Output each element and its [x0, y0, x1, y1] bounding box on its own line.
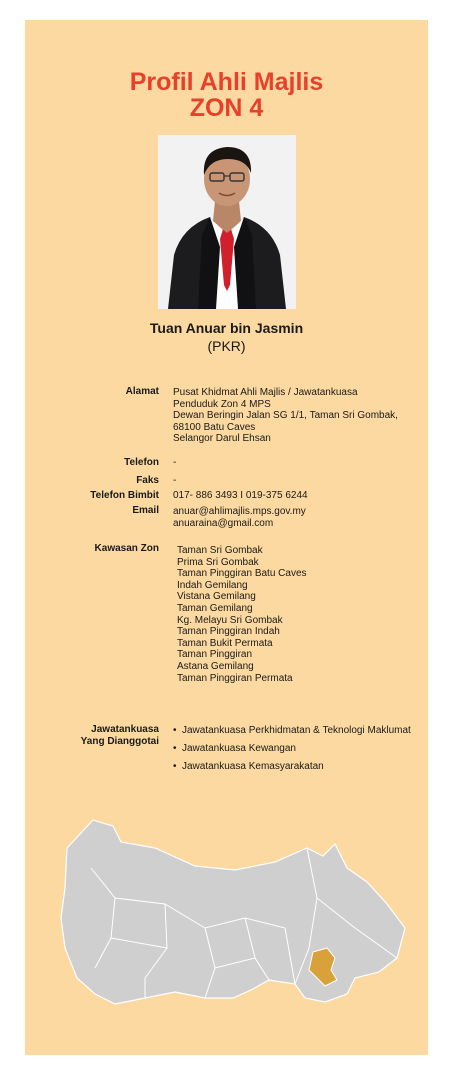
committee-item: • Jawatankuasa Kewangan	[173, 743, 296, 754]
zone-area: Indah Gemilang	[177, 579, 248, 591]
fax-value: -	[173, 475, 177, 486]
zone-area: Taman Pinggiran Indah	[177, 626, 280, 638]
title-line-1: Profil Ahli Majlis	[129, 68, 324, 96]
portrait-image	[158, 135, 296, 309]
committee-item: • Jawatankuasa Kemasyarakatan	[173, 761, 324, 772]
zone-area: Taman Sri Gombak	[177, 545, 263, 556]
zone-area: Taman Pinggiran	[177, 649, 253, 661]
address-value: Pusat Khidmat Ahli Majlis / Jawatankuasa Penduduk Zon 4 MPS Dewan Beringin Jalan SG 1/1, Taman Sri Gombak, 68100 Batu Caves Selangor Darul Ehsan	[173, 387, 398, 444]
phone-label: Telefon	[124, 457, 159, 468]
mobile-label: Telefon Bimbit	[90, 490, 159, 501]
committee-list	[173, 725, 411, 779]
zone-area: Taman Pinggiran Batu Caves	[177, 568, 307, 580]
profile-card	[25, 20, 428, 1055]
zone-areas-list	[177, 545, 307, 684]
title-line-2: ZON 4	[189, 94, 264, 122]
zone-area: Taman Pinggiran Permata	[177, 672, 293, 684]
phone-value: -	[173, 457, 177, 468]
email-link-1[interactable]: anuar@ahlimajlis.mps.gov.my	[173, 506, 306, 517]
email-link-2[interactable]: anuaraina@gmail.com	[173, 517, 274, 529]
zone-map	[55, 808, 415, 1013]
committee-label: Jawatankuasa Yang Dianggotai	[80, 724, 159, 747]
address-label: Alamat	[125, 386, 159, 397]
member-photo	[158, 135, 296, 309]
fax-label: Faks	[136, 475, 159, 486]
zone-area: Astana Gemilang	[177, 660, 254, 672]
member-name: Tuan Anuar bin Jasmin	[149, 320, 304, 336]
zone-area: Taman Bukit Permata	[177, 637, 273, 649]
email-value[interactable]	[173, 506, 423, 529]
email-label: Email	[132, 505, 159, 516]
member-party: (PKR)	[207, 338, 246, 354]
page-title	[25, 69, 428, 121]
zone-area: Taman Gemilang	[177, 602, 253, 614]
zone-area: Vistana Gemilang	[177, 591, 256, 603]
zone-label: Kawasan Zon	[94, 543, 159, 554]
zone-area: Prima Sri Gombak	[177, 556, 259, 568]
mobile-value: 017- 886 3493 I 019-375 6244	[173, 490, 308, 501]
zone-map-image	[55, 808, 415, 1013]
zone-area: Kg. Melayu Sri Gombak	[177, 614, 283, 626]
committee-item: • Jawatankuasa Perkhidmatan & Teknologi Maklumat	[173, 725, 411, 736]
